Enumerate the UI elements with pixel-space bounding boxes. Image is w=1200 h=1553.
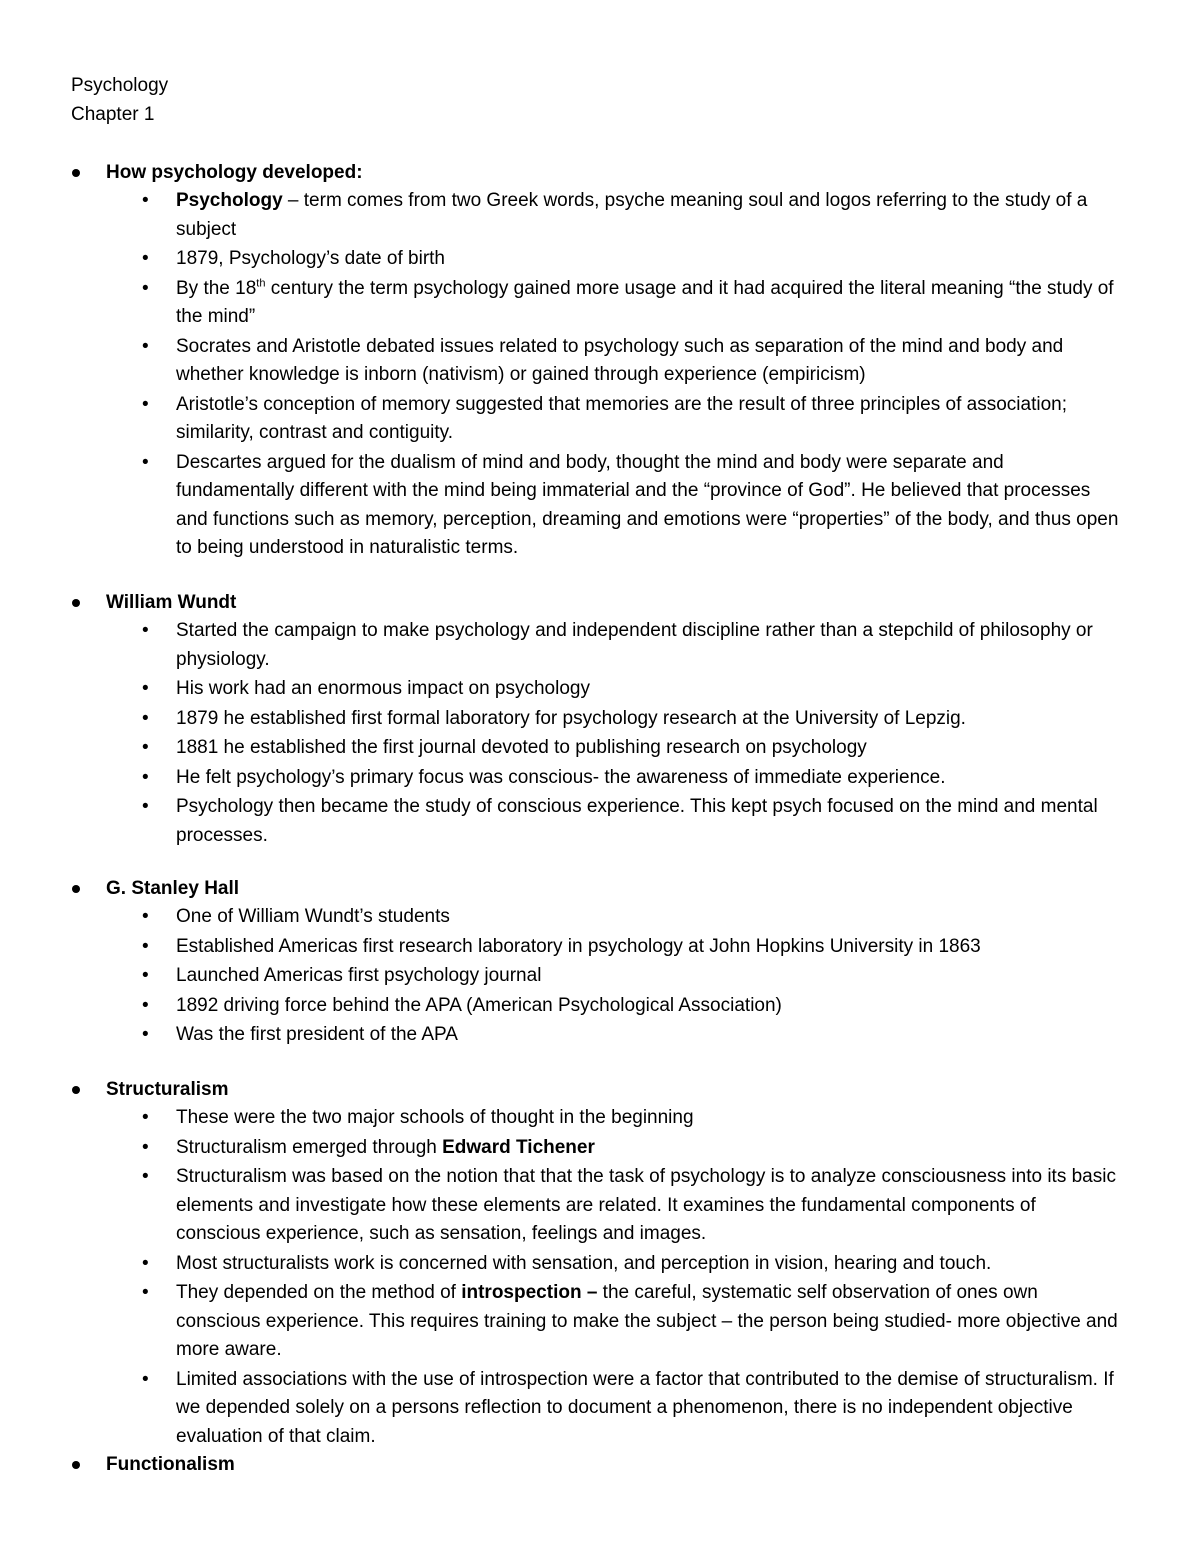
list-item-text	[176, 903, 1122, 932]
superscript: th	[256, 277, 266, 290]
list-item-text	[176, 1134, 1122, 1163]
list-item-text	[176, 933, 1122, 962]
list-item	[0, 333, 1200, 390]
list-item-text	[176, 992, 1122, 1021]
text-run: 1881 he established the first journal devoted to publishing research on psychology	[176, 737, 867, 758]
text-run: – term comes from two Greek words, psyche meaning soul and logos referring to the study of a subject	[176, 190, 1088, 240]
text-run: 1879 he established first formal laboratory for psychology research at the University of Lepzig.	[176, 707, 966, 729]
list-item	[0, 764, 1200, 793]
list-item	[0, 1250, 1200, 1279]
list-item-text	[176, 1250, 1122, 1279]
sub-bullet-icon: •	[142, 796, 149, 817]
text-run: Was the first president of the APA	[176, 1024, 458, 1045]
list-item	[0, 1134, 1200, 1163]
text-run: One of William Wundt’s students	[176, 906, 450, 927]
text-run: Structuralism was based on the notion that that the task of psychology is to analyze consciousness into its basic elements and investigate how these elements are related. It examines the fundamental components of conscious experience, such as sensation, feelings and images.	[176, 1166, 1116, 1244]
section-title: Functionalism	[106, 1454, 235, 1475]
text-run: His work had an enormous impact on psychology	[176, 678, 590, 699]
bullet-icon	[72, 885, 80, 893]
sub-bullet-icon: •	[142, 393, 149, 415]
list-item-text	[176, 1279, 1122, 1365]
list-item	[0, 793, 1200, 850]
bullet-list	[0, 617, 1200, 850]
section-g-stanley-hall	[0, 875, 1200, 1051]
list-item-text	[176, 1366, 1122, 1452]
section-how-psychology-developed	[0, 159, 1200, 564]
list-item	[0, 1104, 1200, 1133]
list-item	[0, 275, 1200, 332]
section-structuralism	[0, 1076, 1200, 1452]
text-run: the careful, systematic self observation of ones own conscious experience. This requires training to make the subject – the person being studied- more objective and more aware.	[176, 1282, 1118, 1360]
section-william-wundt	[0, 589, 1200, 851]
list-item	[0, 705, 1200, 734]
text-run: Descartes argued for the dualism of mind and body, thought the mind and body were separate and fundamentally different with the mind being immaterial and the “province of God”. He believed that processes and functions such as memory, perception, dreaming and emotions were “properties” of the body, and thus open to being understood in naturalistic terms.	[176, 451, 1119, 558]
list-item	[0, 1279, 1200, 1365]
list-item-text	[176, 675, 1122, 704]
list-item	[0, 1366, 1200, 1452]
list-item-text	[176, 1021, 1122, 1050]
text-run: Most structuralists work is concerned with sensation, and perception in vision, hearing and touch.	[176, 1252, 992, 1274]
document-subject: Psychology	[71, 75, 169, 96]
bullet-list	[0, 1104, 1200, 1451]
sub-bullet-icon: •	[142, 1166, 149, 1187]
sub-bullet-icon: •	[142, 737, 149, 758]
text-run: Limited associations with the use of introspection were a factor that contributed to the demise of structuralism. If we depended solely on a persons reflection to document a phenomenon, there is no independent objective evaluation of that claim.	[176, 1368, 1114, 1447]
section-heading	[0, 875, 1200, 903]
list-item-text	[176, 275, 1122, 332]
list-item	[0, 187, 1200, 244]
list-item	[0, 245, 1200, 274]
list-item-text	[176, 333, 1122, 390]
text-run: These were the two major schools of thought in the beginning	[176, 1107, 694, 1128]
document-chapter: Chapter 1	[71, 104, 155, 125]
list-item-text	[176, 705, 1122, 734]
text-run: By the 18	[176, 277, 257, 299]
sub-bullet-icon: •	[142, 1024, 149, 1045]
bullet-icon	[72, 1461, 80, 1469]
list-item	[0, 992, 1200, 1021]
text-run: century the term psychology gained more usage and it had acquired the literal meaning “the study of the mind”	[176, 277, 1114, 327]
list-item	[0, 962, 1200, 991]
list-item	[0, 734, 1200, 763]
section-title: Structuralism	[106, 1079, 229, 1100]
list-item-text	[176, 391, 1122, 448]
list-item-text	[176, 449, 1122, 563]
section-functionalism	[0, 1451, 1200, 1479]
text-run: Socrates and Aristotle debated issues related to psychology such as separation of the mind and body and whether knowledge is inborn (nativism) or gained through experience (empiricism)	[176, 335, 1064, 385]
section-heading	[0, 589, 1200, 617]
list-item	[0, 1163, 1200, 1249]
bullet-icon	[72, 169, 80, 177]
section-heading	[0, 1076, 1200, 1104]
bullet-icon	[72, 599, 80, 607]
text-run: Launched Americas first psychology journal	[176, 965, 542, 986]
sub-bullet-icon: •	[142, 620, 149, 641]
sub-bullet-icon: •	[142, 965, 149, 986]
list-item-text	[176, 245, 1122, 274]
text-run: Structuralism emerged through	[176, 1136, 443, 1158]
text-run: Established Americas first research laboratory in psychology at John Hopkins University in 1863	[176, 935, 981, 957]
list-item-text	[176, 1163, 1122, 1249]
list-item	[0, 675, 1200, 704]
sub-bullet-icon: •	[142, 707, 149, 729]
list-item-text	[176, 617, 1122, 674]
list-item-text	[176, 1104, 1122, 1133]
section-heading	[0, 159, 1200, 187]
section-heading	[0, 1451, 1200, 1479]
list-item	[0, 391, 1200, 448]
list-item-text	[176, 793, 1122, 850]
list-item	[0, 1021, 1200, 1050]
section-title: William Wundt	[106, 592, 237, 613]
sub-bullet-icon: •	[142, 994, 149, 1016]
bold-term: Psychology	[176, 190, 283, 211]
sub-bullet-icon: •	[142, 335, 149, 357]
sub-bullet-icon: •	[142, 906, 149, 927]
bold-term: introspection –	[461, 1282, 598, 1303]
list-item-text	[176, 187, 1122, 244]
text-run: Psychology then became the study of conscious experience. This kept psych focused on the mind and mental processes.	[176, 796, 1098, 846]
sub-bullet-icon: •	[142, 766, 149, 788]
list-item-text	[176, 962, 1122, 991]
list-item	[0, 933, 1200, 962]
sub-bullet-icon: •	[142, 678, 149, 699]
sub-bullet-icon: •	[142, 190, 149, 211]
sub-bullet-icon: •	[142, 1252, 149, 1274]
text-run: 1879, Psychology’s date of birth	[176, 248, 445, 269]
bold-term: Edward Tichener	[442, 1136, 595, 1158]
bullet-list	[0, 903, 1200, 1050]
sub-bullet-icon: •	[142, 1368, 149, 1390]
sub-bullet-icon: •	[142, 248, 149, 269]
list-item-text	[176, 764, 1122, 793]
list-item	[0, 449, 1200, 563]
list-item	[0, 617, 1200, 674]
sub-bullet-icon: •	[142, 1136, 149, 1158]
sub-bullet-icon: •	[142, 451, 149, 473]
bullet-list	[0, 187, 1200, 563]
sub-bullet-icon: •	[142, 1282, 149, 1303]
text-run: They depended on the method of	[176, 1282, 462, 1303]
sub-bullet-icon: •	[142, 935, 149, 957]
list-item	[0, 903, 1200, 932]
list-item-text	[176, 734, 1122, 763]
sub-bullet-icon: •	[142, 1107, 149, 1128]
sub-bullet-icon: •	[142, 277, 149, 299]
text-run: Started the campaign to make psychology and independent discipline rather than a stepchild of philosophy or physiology.	[176, 620, 1093, 670]
bullet-icon	[72, 1086, 80, 1094]
text-run: 1892 driving force behind the APA (American Psychological Association)	[176, 994, 782, 1016]
section-title: G. Stanley Hall	[106, 878, 240, 899]
text-run: He felt psychology’s primary focus was conscious- the awareness of immediate experience.	[176, 766, 946, 788]
section-title: How psychology developed:	[106, 162, 363, 183]
text-run: Aristotle’s conception of memory suggested that memories are the result of three principles of association; similarity, contrast and contiguity.	[176, 393, 1067, 443]
